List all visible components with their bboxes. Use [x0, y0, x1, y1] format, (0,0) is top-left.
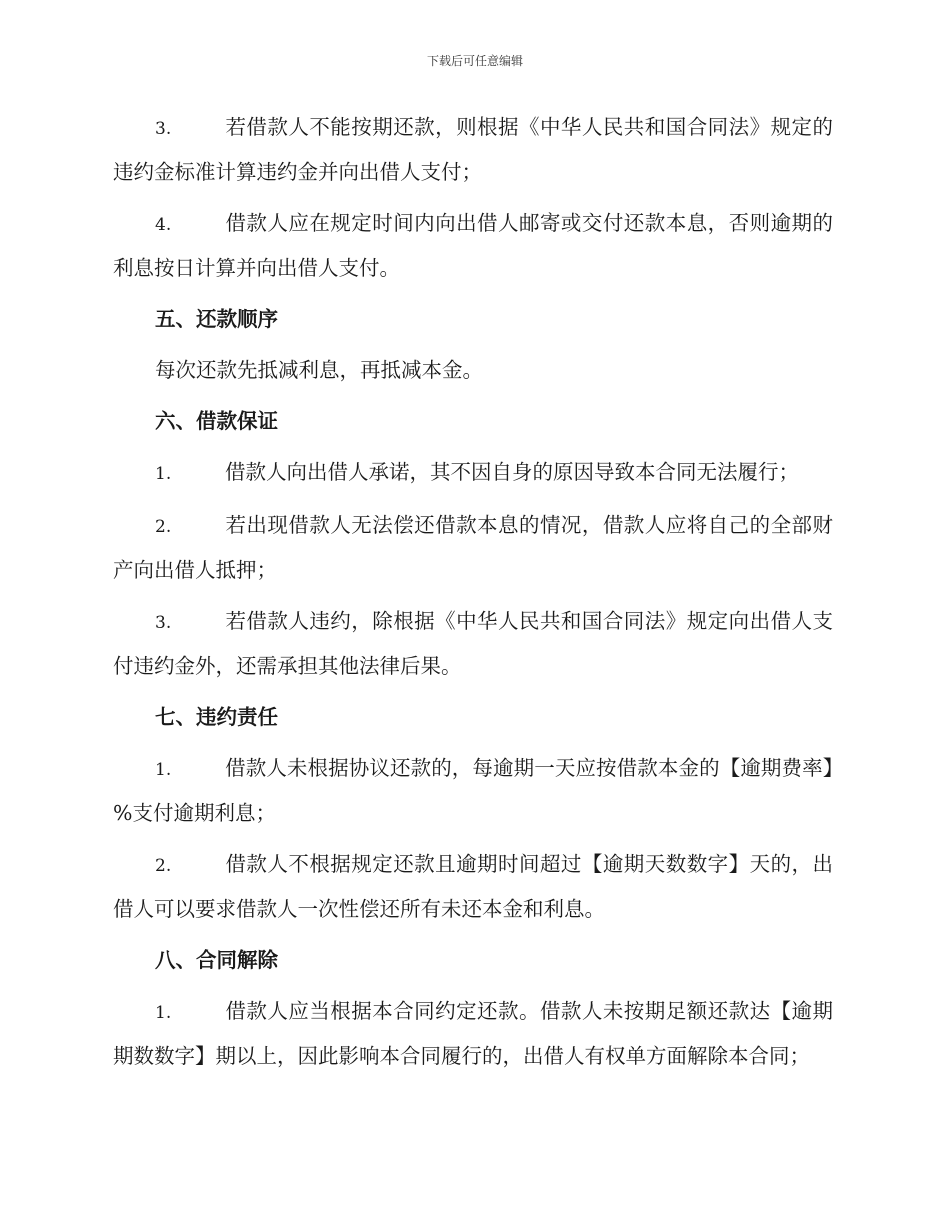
clause-number: 3. [155, 613, 172, 633]
clause-4-4 [113, 202, 833, 290]
clause-text: 借款人应在规定时间内向出借人邮寄或交付还款本息，否则逾期的利息按日计算并向出借人支付。 [113, 211, 833, 280]
clause-number: 1. [155, 1003, 172, 1023]
clause-number: 2. [155, 517, 172, 537]
clause-text: 若借款人违约，除根据《中华人民共和国合同法》规定向出借人支付违约金外，还需承担其他法律后果。 [113, 609, 833, 678]
page-header: 下载后可任意编辑 [426, 54, 523, 68]
clause-text: 借款人应当根据本合同约定还款。借款人未按期足额还款达【逾期期数数字】期以上，因此影响本合同履行的，出借人有权单方面解除本合同； [113, 999, 833, 1068]
clause-text: 若借款人不能按期还款，则根据《中华人民共和国合同法》规定的违约金标准计算违约金并向出借人支付； [113, 115, 833, 184]
clause-8-1 [113, 990, 833, 1078]
clause-4-3 [113, 106, 833, 194]
clause-text: 若出现借款人无法偿还借款本息的情况，借款人应将自己的全部财产向出借人抵押； [113, 513, 833, 582]
section-heading-5: 五、还款顺序 [155, 307, 278, 331]
clause-6-1 [113, 451, 833, 496]
clause-number: 1. [155, 760, 172, 780]
document-body [113, 106, 833, 1086]
clause-7-2 [113, 843, 833, 931]
section-heading-7: 七、违约责任 [155, 705, 278, 729]
section-heading-8: 八、合同解除 [155, 948, 278, 972]
clause-text: 借款人未根据协议还款的，每逾期一天应按借款本金的【逾期费率】%支付逾期利息； [113, 756, 833, 825]
clause-7-1 [113, 747, 833, 835]
clause-number: 2. [155, 856, 172, 876]
section-5-text: 每次还款先抵减利息，再抵减本金。 [155, 358, 483, 382]
clause-number: 1. [155, 464, 172, 484]
clause-text: 借款人向出借人承诺，其不因自身的原因导致本合同无法履行； [225, 460, 799, 484]
clause-text: 借款人不根据规定还款且逾期时间超过【逾期天数数字】天的，出借人可以要求借款人一次性偿还所有未还本金和利息。 [113, 852, 833, 921]
clause-number: 3. [155, 119, 172, 139]
clause-number: 4. [155, 215, 172, 235]
clause-6-3 [113, 600, 833, 688]
section-heading-6: 六、借款保证 [155, 409, 278, 433]
clause-6-2 [113, 504, 833, 592]
